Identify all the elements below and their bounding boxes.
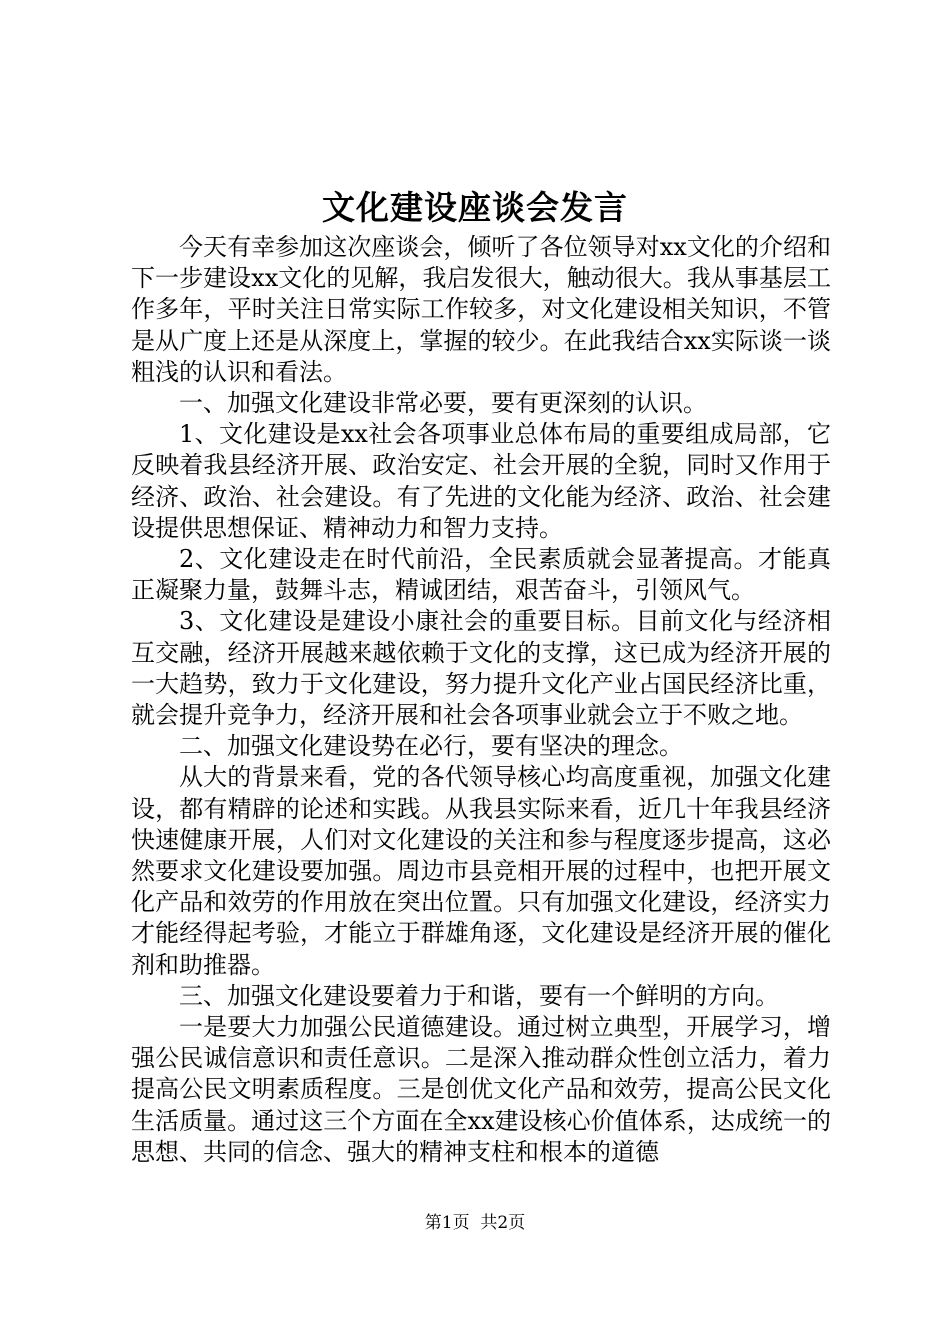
section-heading-3: 三、加强文化建设要着力于和谐，要有一个鲜明的方向。 xyxy=(179,981,779,1010)
document-title: 文化建设座谈会发言 xyxy=(322,188,628,227)
paragraph-section-3: 一是要大力加强公民道德建设。通过树立典型，开展学习，增强公民诚信意识和责任意识。二是深入推动群众性创立活力，着力提高公民文明素质程度。三是创优文化产品和效劳，提高公民文化生活质量。通过这三个方面在全xx建设核心价值体系，达成统一的思想、共同的信念、强大的精神支柱和根本的道德 xyxy=(131,1013,831,1166)
section-heading-1: 一、加强文化建设非常必要，要有更深刻的认识。 xyxy=(179,389,707,418)
paragraph-point-2: 2、文化建设走在时代前沿，全民素质就会显著提高。才能真正凝聚力量，鼓舞斗志，精诚团结，艰苦奋斗，引领风气。 xyxy=(131,545,831,605)
paragraph-intro: 今天有幸参加这次座谈会，倾听了各位领导对xx文化的介绍和下一步建设xx文化的见解，我启发很大，触动很大。我从事基层工作多年，平时关注日常实际工作较多，对文化建设相关知识，不管是从广度上还是从深度上，掌握的较少。在此我结合xx实际谈一谈粗浅的认识和看法。 xyxy=(131,233,831,386)
page-number-footer: 第1页 共2页 xyxy=(424,1213,526,1233)
paragraph-point-1: 1、文化建设是xx社会各项事业总体布局的重要组成局部，它反映着我县经济开展、政治安定、社会开展的全貌，同时又作用于经济、政治、社会建设。有了先进的文化能为经济、政治、社会建设提供思想保证、精神动力和智力支持。 xyxy=(131,420,831,542)
section-heading-2: 二、加强文化建设势在必行，要有坚决的理念。 xyxy=(179,732,683,761)
document-body xyxy=(131,232,831,1168)
paragraph-section-2: 从大的背景来看，党的各代领导核心均高度重视，加强文化建设，都有精辟的论述和实践。从我县实际来看，近几十年我县经济快速健康开展，人们对文化建设的关注和参与程度逐步提高，这必然要求文化建设要加强。周边市县竞相开展的过程中，也把开展文化产品和效劳的作用放在突出位置。只有加强文化建设，经济实力才能经得起考验，才能立于群雄角逐，文化建设是经济开展的催化剂和助推器。 xyxy=(131,763,831,979)
paragraph-point-3: 3、文化建设是建设小康社会的重要目标。目前文化与经济相互交融，经济开展越来越依赖于文化的支撑，这已成为经济开展的一大趋势，致力于文化建设，努力提升文化产业占国民经济比重，就会提升竞争力，经济开展和社会各项事业就会立于不败之地。 xyxy=(131,607,831,730)
